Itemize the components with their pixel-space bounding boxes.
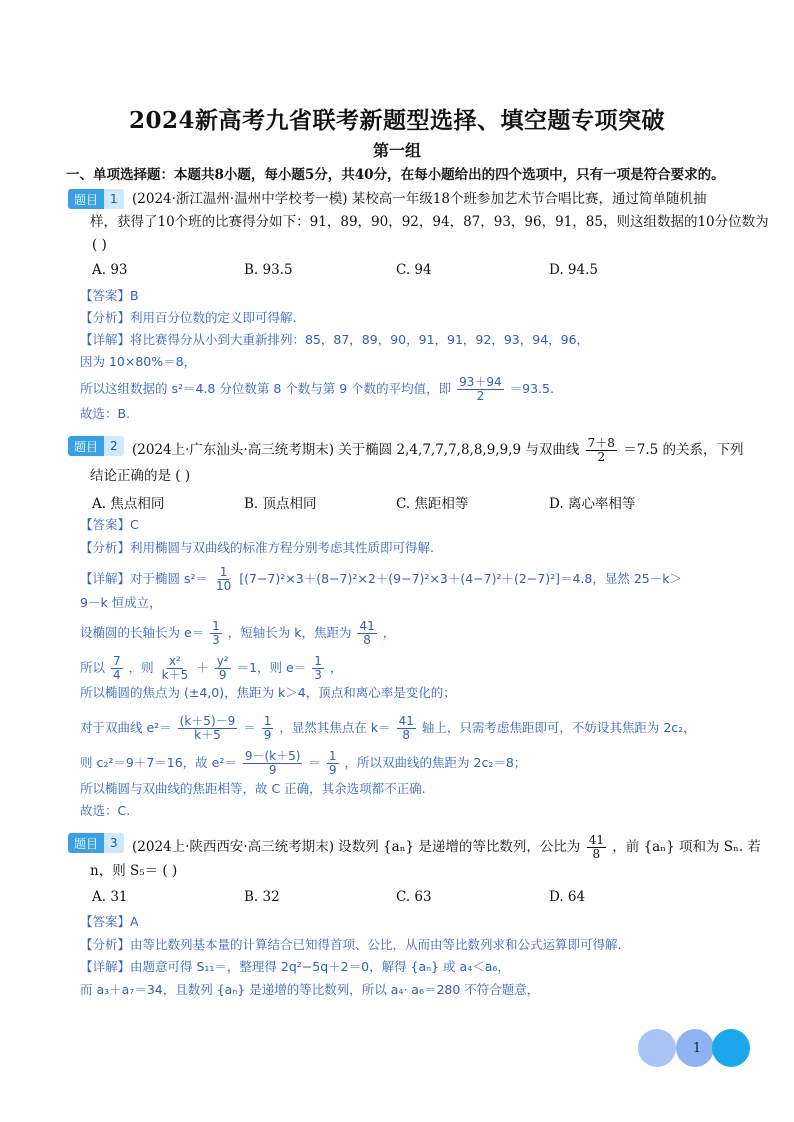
q2-detail-6-end: 轴上，只需考虑焦距即可，不妨设其焦距为 2c₂， <box>421 720 696 735</box>
q1-option-b: B. 93.5 <box>244 262 293 278</box>
fraction-denominator: 8 <box>592 847 601 861</box>
section-heading: 一、单项选择题：本题共8小题，每小题5分，共40分，在每小题给出的四个选项中，只有一项是符合要求的。 <box>66 167 725 183</box>
q1-detail-3-result: ＝93.5. <box>509 381 554 396</box>
q2-detail-6-eq: ＝ <box>243 720 256 735</box>
q2-answer: 【答案】C <box>80 517 139 532</box>
q1-stem-line3: ( ) <box>92 237 107 253</box>
fraction-denominator: 9 <box>263 728 272 742</box>
q2-analysis: 【分析】利用椭圆与双曲线的标准方程分别考虑其性质即可得解. <box>80 540 434 555</box>
q2-detail-3-end: ， <box>382 625 396 640</box>
q2-option-a: A. 焦点相同 <box>92 496 165 512</box>
q2-detail-4-plus: ＋ <box>196 660 209 675</box>
q2-detail-4-sep: ，则 <box>128 660 154 675</box>
q3-stem-text: (2024上·陕西西安·高三统考期末) 设数列 {aₙ} 是递增的等比数列，公比为 <box>132 839 581 855</box>
q2-detail-7 <box>80 750 526 777</box>
q3-stem-text-end: ，前 {aₙ} 项和为 Sₙ. 若 <box>612 839 761 855</box>
q2-detail-8: 所以椭圆与双曲线的焦距相等，故 C 正确，其余选项都不正确. <box>80 781 426 796</box>
q1-option-c: C. 94 <box>396 262 432 278</box>
fraction-denominator: 3 <box>212 633 220 647</box>
fraction-denominator: 2 <box>476 389 485 403</box>
q2-detail-7-text: 则 c₂²＝9＋7＝16，故 e²＝ <box>80 755 237 770</box>
q2-detail-1-rest: [(7−7)²×3＋(8−7)²×2＋(9−7)²×3＋(4−7)²＋(2−7)²]＝4.8，显然 25－k＞ <box>239 571 682 586</box>
q2-detail-7-eq: ＝ <box>308 755 321 770</box>
q2-detail-7-end: ，所以双曲线的焦距为 2c₂＝8； <box>344 755 527 770</box>
q1-detail-3-text: 所以这组数据的 s²＝4.8 分位数第 8 个数与第 9 个数的平均值，即 <box>80 381 452 396</box>
fraction <box>210 620 222 647</box>
fraction-numerator: 1 <box>263 714 272 728</box>
fraction <box>262 715 274 742</box>
badge-label: 题目 <box>68 833 104 853</box>
fraction-numerator: (k＋5)－9 <box>179 714 236 728</box>
q1-conclusion: 故选：B. <box>80 406 131 421</box>
fraction <box>357 620 376 647</box>
fraction-numerator: y² <box>216 654 229 668</box>
badge-number: 3 <box>104 833 124 853</box>
fraction-denominator: 9 <box>268 763 277 777</box>
q2-detail-6-mid: ，显然其焦点在 k＝ <box>279 720 391 735</box>
q3-stem-line1 <box>132 834 761 861</box>
q1-detail-1: 【详解】将比赛得分从小到大重新排列：85，87，89，90，91，91，92，93，94，96， <box>80 332 590 347</box>
document-title: 2024新高考九省联考新题型选择、填空题专项突破 <box>128 107 665 134</box>
fraction <box>214 566 233 593</box>
fraction-denominator: 10 <box>215 579 232 593</box>
fraction <box>457 376 504 403</box>
q2-detail-3-text: 设椭圆的长轴长为 e＝ <box>80 625 205 640</box>
q2-stem-text: (2024上·广东汕头·高三统考期末) 关于椭圆 2,4,7,7,7,8,8,9,9,9 与双曲线 <box>132 442 580 458</box>
fraction-denominator: k＋5 <box>194 728 221 742</box>
q3-analysis: 【分析】由等比数列基本量的计算结合已知得首项、公比，从而由等比数列求和公式运算即可得解. <box>80 937 622 952</box>
q1-stem-line1: (2024·浙江温州·温州中学校考一模) 某校高一年级18个班参加艺术节合唱比赛，通过简单随机抽 <box>132 191 707 207</box>
q2-option-d: D. 离心率相等 <box>549 496 636 512</box>
fraction-numerator: 93＋94 <box>459 375 502 389</box>
q3-option-b: B. 32 <box>244 889 280 905</box>
q2-option-b: B. 顶点相同 <box>244 496 317 512</box>
q3-option-a: A. 31 <box>92 889 128 905</box>
fraction-denominator: 4 <box>113 668 121 682</box>
question-badge-3 <box>68 833 124 853</box>
q2-detail-5: 所以椭圆的焦点为 (±4,0)，焦距为 k＞4，顶点和离心率是变化的； <box>80 685 456 700</box>
fraction-numerator: 41 <box>588 833 604 847</box>
q1-analysis: 【分析】利用百分位数的定义即可得解. <box>80 310 297 325</box>
fraction-denominator: 8 <box>363 633 371 647</box>
fraction-denominator: 8 <box>402 728 411 742</box>
q2-detail-3 <box>80 620 395 647</box>
q3-answer: 【答案】A <box>80 914 139 929</box>
fraction-numerator: 7 <box>113 654 121 668</box>
q2-detail-4-text: 所以 <box>80 660 106 675</box>
footer-circle-right <box>712 1029 750 1067</box>
footer-circle-left <box>638 1029 676 1067</box>
badge-number: 2 <box>104 436 124 456</box>
fraction-denominator: 3 <box>314 668 322 682</box>
fraction <box>215 655 231 682</box>
q1-detail-3 <box>80 376 554 403</box>
badge-label: 题目 <box>68 436 104 456</box>
fraction <box>178 715 238 742</box>
fraction-numerator: 1 <box>328 749 337 763</box>
fraction-numerator: 1 <box>314 654 322 668</box>
q2-detail-1-text: 【详解】对于椭圆 s²＝ <box>80 571 208 586</box>
q2-detail-6 <box>80 715 696 742</box>
q1-option-d: D. 94.5 <box>549 262 598 278</box>
fraction-denominator: 9 <box>218 668 227 682</box>
badge-label: 题目 <box>68 189 104 209</box>
q2-detail-6-text: 对于双曲线 e²＝ <box>80 720 172 735</box>
fraction-denominator: k＋5 <box>161 668 189 682</box>
badge-number: 1 <box>104 189 124 209</box>
fraction <box>397 715 416 742</box>
q2-detail-3-mid: ，短轴长为 k，焦距为 <box>227 625 352 640</box>
fraction-numerator: 9－(k＋5) <box>244 749 301 763</box>
q2-option-c: C. 焦距相等 <box>396 496 469 512</box>
fraction-numerator: 41 <box>398 714 414 728</box>
q3-option-c: C. 63 <box>396 889 432 905</box>
fraction <box>243 750 303 777</box>
question-badge-1 <box>68 189 124 209</box>
fraction-numerator: 41 <box>359 619 375 633</box>
q2-detail-4-eq: ＝1，则 e＝ <box>236 660 307 675</box>
q3-detail-2: 而 a₃＋a₇＝34，且数列 {aₙ} 是递增的等比数列，所以 a₄· a₆＝280 不符合题意， <box>80 982 540 997</box>
q3-stem-line2: n，则 S₅＝ ( ) <box>90 863 178 879</box>
fraction-denominator: 2 <box>597 450 606 464</box>
fraction <box>312 655 324 682</box>
q2-detail-2: 9－k 恒成立， <box>80 595 162 610</box>
fraction <box>160 655 191 682</box>
fraction-denominator: 9 <box>328 763 337 777</box>
q2-conclusion: 故选：C. <box>80 803 131 818</box>
q1-detail-2: 因为 10×80%＝8， <box>80 354 197 369</box>
question-badge-2 <box>68 436 124 456</box>
page-number: 1 <box>692 1040 702 1056</box>
fraction <box>327 750 339 777</box>
fraction-numerator: x² <box>168 654 181 668</box>
q2-stem-line2: 结论正确的是 ( ) <box>90 468 191 484</box>
q2-detail-4 <box>80 655 342 682</box>
fraction <box>111 655 123 682</box>
fraction-numerator: 1 <box>212 619 220 633</box>
q3-detail-1: 【详解】由题意可得 S₁₁＝，整理得 2q²−5q＋2＝0，解得 {aₙ} 或 a₄＜a₆， <box>80 959 510 974</box>
fraction-numerator: 7＋8 <box>587 436 615 450</box>
q2-detail-1 <box>80 566 682 593</box>
q3-option-d: D. 64 <box>549 889 586 905</box>
group-subtitle: 第一组 <box>372 141 421 160</box>
q1-stem-line2: 样，获得了10个班的比赛得分如下：91，89，90，92，94，87，93，96，91，85，则这组数据的10分位数为 <box>90 214 769 230</box>
q1-answer: 【答案】B <box>80 288 139 303</box>
fraction <box>587 834 606 861</box>
q2-stem-text-end: ＝7.5 的关系，下列 <box>623 442 744 458</box>
q2-stem-line1 <box>132 437 744 464</box>
fraction <box>586 437 617 464</box>
fraction-numerator: 1 <box>219 565 228 579</box>
q2-detail-4-end: ， <box>329 660 343 675</box>
q1-option-a: A. 93 <box>92 262 128 278</box>
